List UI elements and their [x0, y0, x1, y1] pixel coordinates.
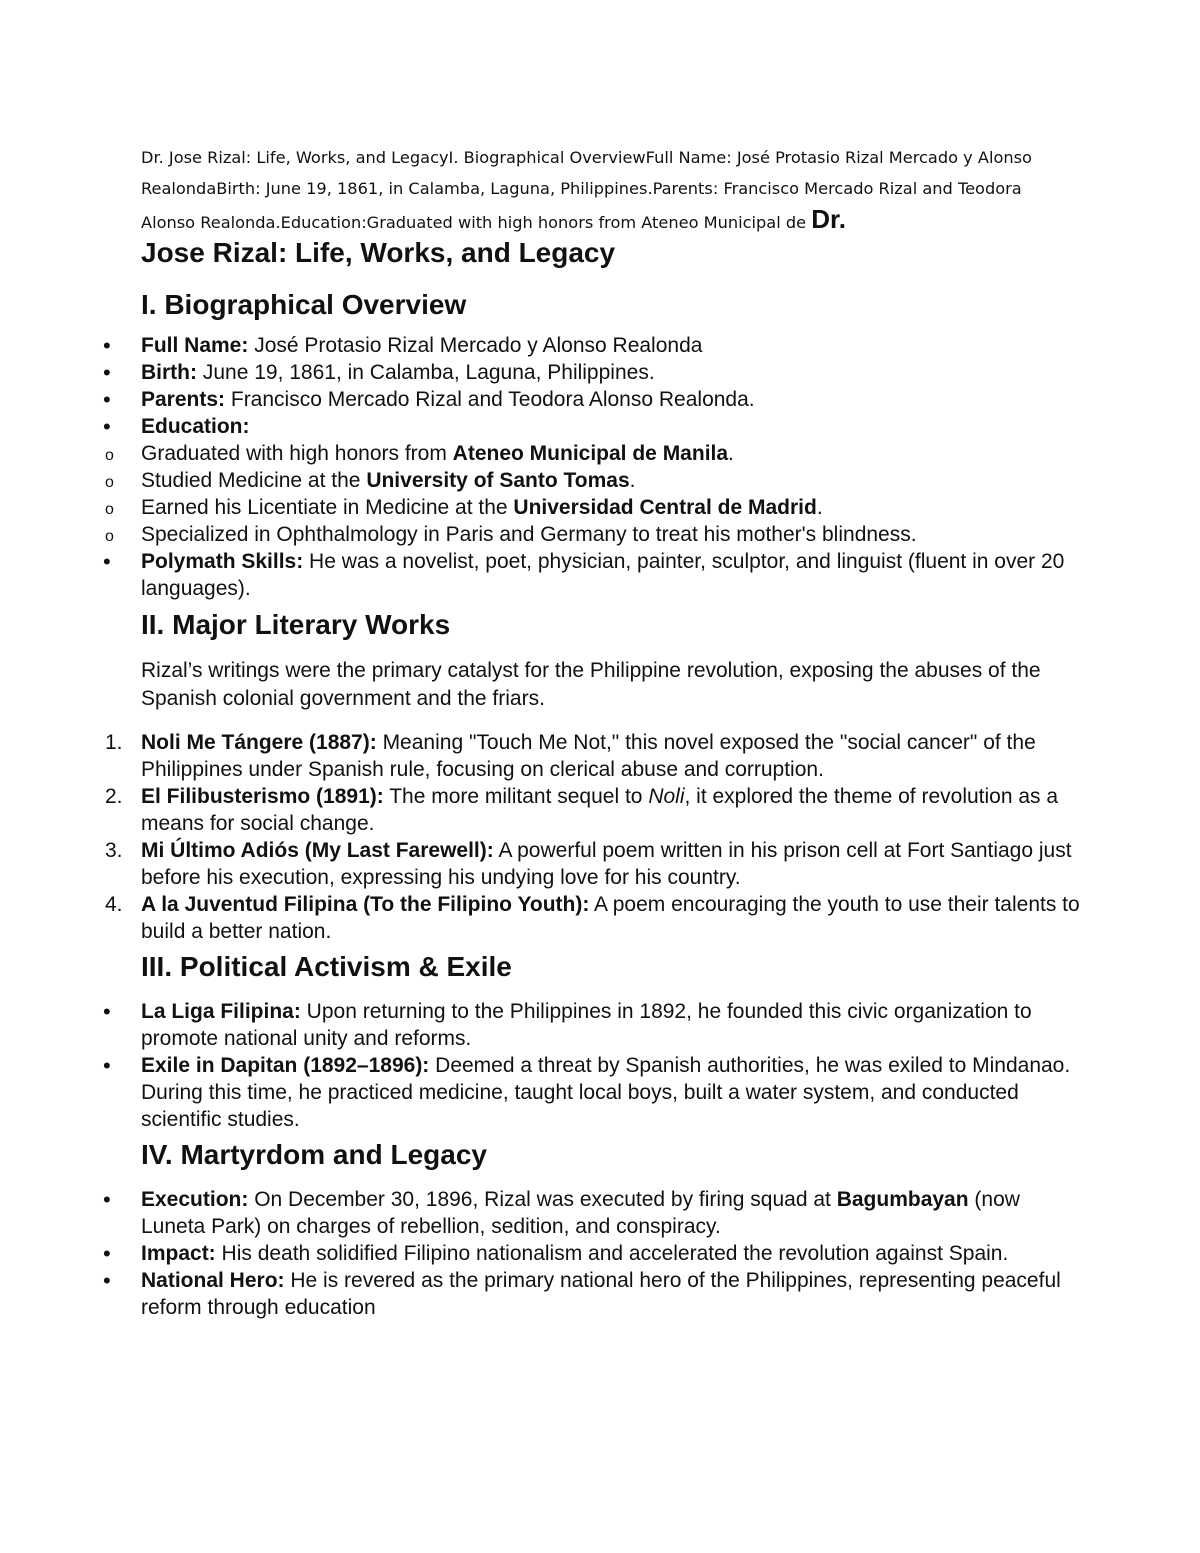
- item-value: He was a novelist, poet, physician, painter, sculptor, and linguist (fluent in over 20 languages).: [141, 550, 1065, 600]
- item-value: Upon returning to the Philippines in 1892, he founded this civic organization to promote national unity and reforms.: [141, 1000, 1032, 1050]
- list-item: [105, 783, 1081, 837]
- item-text: Earned his Licentiate in Medicine at the: [141, 496, 514, 519]
- item-bold: Universidad Central de Madrid: [513, 496, 817, 519]
- sub-list-item: [141, 467, 1081, 494]
- item-text: .: [629, 469, 636, 492]
- item-label: Exile in Dapitan (1892–1896):: [141, 1054, 430, 1077]
- item-value: José Protasio Rizal Mercado y Alonso Realonda: [248, 334, 703, 357]
- list-item: [105, 729, 1081, 783]
- item-text: .: [728, 442, 734, 465]
- item-label: Education:: [141, 415, 250, 438]
- item-value: A poem encouraging the youth to use their talents to build a better nation.: [141, 893, 1080, 943]
- item-bold: Bagumbayan: [836, 1188, 969, 1211]
- item-label: National Hero:: [141, 1269, 285, 1292]
- item-label: Execution:: [141, 1188, 249, 1211]
- preamble-run: Dr. Jose Rizal: Life, Works, and LegacyI. Biographical OverviewFull Name: José Protasio Rizal Mercado y Alonso RealondaBirth: June 19, 1861, in Calamba, Laguna, Philippines.Parents: Francisco Mercado Rizal and Teodora Alonso Realonda.Education:Graduated with high honors from Ateneo Municipal de: [141, 148, 1032, 232]
- item-value: His death solidified Filipino nationalism and accelerated the revolution against Spain.: [215, 1242, 1009, 1265]
- sub-list-item: [141, 521, 1081, 548]
- item-label: El Filibusterismo (1891):: [141, 785, 384, 808]
- list-item: [141, 386, 1081, 413]
- list-item: [105, 891, 1081, 945]
- list-item: [141, 332, 1081, 359]
- item-value: The more militant sequel to: [383, 785, 649, 808]
- item-text: Studied Medicine at the: [141, 469, 367, 492]
- list-item: [105, 837, 1081, 891]
- section-intro: Rizal’s writings were the primary catalyst for the Philippine revolution, exposing the abuses of the Spanish colonial government and the friars.: [141, 659, 1041, 710]
- list-item: [141, 413, 1081, 440]
- list-item: [141, 359, 1081, 386]
- preamble-dr: Dr.: [811, 204, 846, 234]
- list-item: [141, 548, 1081, 602]
- item-text: Specialized in Ophthalmology in Paris and Germany to treat his mother's blindness.: [141, 523, 917, 546]
- section-heading-biographical: I. Biographical Overview: [141, 289, 467, 320]
- item-label: A la Juventud Filipina (To the Filipino Youth):: [141, 893, 590, 916]
- section-heading-political: III. Political Activism & Exile: [141, 951, 512, 982]
- list-item: [141, 998, 1081, 1052]
- item-label: Polymath Skills:: [141, 550, 304, 573]
- item-label: La Liga Filipina:: [141, 1000, 301, 1023]
- list-item: [141, 1052, 1081, 1133]
- list-item: [141, 1240, 1081, 1267]
- item-label: Full Name:: [141, 334, 249, 357]
- item-number: 3.: [105, 839, 123, 862]
- item-text: Graduated with high honors from: [141, 442, 453, 465]
- item-value: June 19, 1861, in Calamba, Laguna, Philippines.: [197, 361, 655, 384]
- section-heading-martyrdom: IV. Martyrdom and Legacy: [141, 1139, 487, 1170]
- preamble-text: [141, 142, 1061, 238]
- item-italic: Noli: [648, 785, 685, 808]
- item-label: Mi Último Adiós (My Last Farewell):: [141, 839, 494, 862]
- item-value: Meaning "Touch Me Not," this novel exposed the "social cancer" of the Philippines under Spanish rule, focusing on clerical abuse and corruption.: [141, 731, 1036, 781]
- works-list: [105, 729, 1081, 945]
- item-number: 2.: [105, 785, 123, 808]
- item-value: He is revered as the primary national hero of the Philippines, representing peaceful reform through education: [141, 1269, 1061, 1319]
- list-item: [141, 1267, 1081, 1321]
- section-heading-literary: II. Major Literary Works: [141, 609, 451, 640]
- item-number: 4.: [105, 893, 123, 916]
- item-value: A powerful poem written in his prison cell at Fort Santiago just before his execution, expressing his undying love for his country.: [141, 839, 1072, 889]
- item-text: .: [816, 496, 823, 519]
- item-label: Parents:: [141, 388, 226, 411]
- activism-list: [141, 998, 1081, 1133]
- item-value: (now Luneta Park) on charges of rebellion, sedition, and conspiracy.: [141, 1188, 1020, 1238]
- legacy-list: [141, 1186, 1081, 1321]
- item-number: 1.: [105, 731, 123, 754]
- item-value: Francisco Mercado Rizal and Teodora Alonso Realonda.: [225, 388, 755, 411]
- page-title: Jose Rizal: Life, Works, and Legacy: [141, 237, 616, 268]
- item-bold: University of Santo Tomas: [366, 469, 630, 492]
- item-bold: Ateneo Municipal de Manila: [452, 442, 729, 465]
- sub-list-item: [141, 440, 1081, 467]
- biography-list: [141, 332, 1081, 602]
- item-value: Deemed a threat by Spanish authorities, he was exiled to Mindanao. During this time, he practiced medicine, taught local boys, built a water system, and conducted scientific studies.: [141, 1054, 1071, 1131]
- item-value: , it explored the theme of revolution as a means for social change.: [141, 785, 1059, 835]
- item-label: Noli Me Tángere (1887):: [141, 731, 377, 754]
- document-body: [105, 236, 1081, 1321]
- item-label: Impact:: [141, 1242, 216, 1265]
- item-label: Birth:: [141, 361, 197, 384]
- sub-list-item: [141, 494, 1081, 521]
- item-value: On December 30, 1896, Rizal was executed by firing squad at: [248, 1188, 837, 1211]
- list-item: [141, 1186, 1081, 1240]
